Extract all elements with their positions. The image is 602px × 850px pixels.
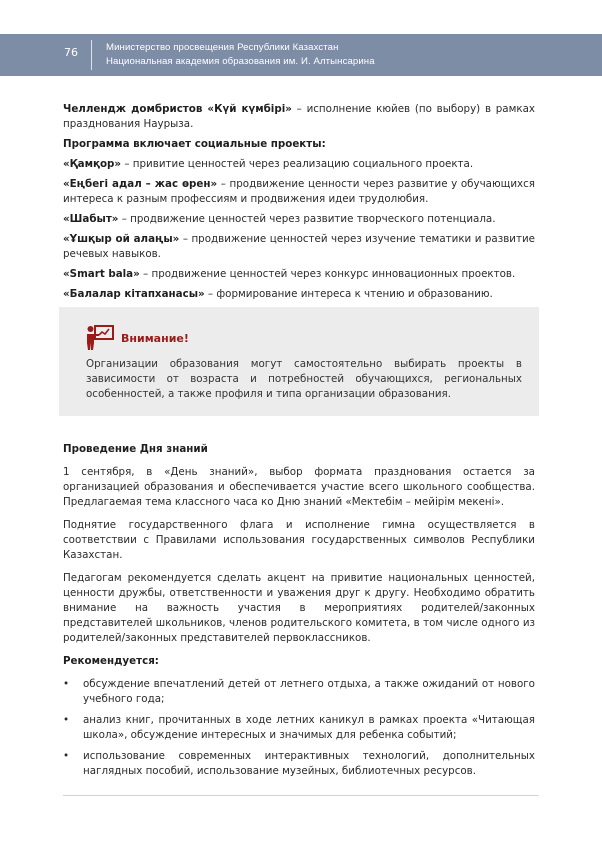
header-publisher	[106, 41, 375, 69]
project-name: «Еңбегі адал – жас өрен»	[63, 178, 218, 190]
list-item	[63, 677, 535, 707]
project-name: «Қамқор»	[63, 158, 122, 170]
recommendation-text: использование современных интерактивных технологий, дополнительных наглядных пособий, использование музейных, библиотечных ресурсов.	[83, 750, 535, 777]
footer-divider	[63, 795, 539, 796]
bullet-icon: •	[63, 678, 70, 690]
attention-title: Внимание!	[121, 331, 189, 345]
recommended-title: Рекомендуется:	[63, 655, 159, 667]
knowledge-day-paragraph: Педагогам рекомендуется сделать акцент на привитие национальных ценностей, ценности дружбы, ответственности и уважения друг к другу. Необходимо обратить внимание на важность участия в мероприятиях родителей/законных представителей школьников, членов родительского комитета, в том числе одного из родителей/законных представителей первоклассников.	[63, 572, 535, 644]
project-desc: – продвижение ценностей через конкурс инновационных проектов.	[139, 268, 516, 280]
recommendation-text: обсуждение впечатлений детей от летнего отдыха, а также ожиданий от нового учебного года;	[83, 678, 535, 705]
project-item	[63, 287, 535, 302]
knowledge-day-title: Проведение Дня знаний	[63, 443, 208, 455]
project-item	[63, 157, 535, 172]
project-item	[63, 212, 535, 227]
project-desc: – продвижение ценности через развитие у обучающихся интереса к разным профессиям и продвижения идеи трудолюбия.	[63, 178, 535, 205]
project-name: «Ұшқыр ой алаңы»	[63, 233, 180, 245]
challenge-paragraph	[63, 102, 535, 132]
project-desc: – продвижение ценностей через развитие творческого потенциала.	[118, 213, 496, 225]
attention-box	[59, 307, 539, 416]
project-desc: – привитие ценностей через реализацию социального проекта.	[121, 158, 474, 170]
bullet-icon: •	[63, 714, 70, 726]
project-name: «Smart bala»	[63, 268, 140, 280]
challenge-desc: – исполнение кюйев (по выбору) в рамках празднования Наурыза.	[63, 103, 536, 130]
header-academy: Национальная академия образования им. И. Алтынсарина	[106, 56, 375, 67]
header-ministry: Министерство просвещения Республики Казахстан	[106, 42, 339, 53]
project-item	[63, 232, 535, 262]
header-divider	[91, 40, 92, 70]
project-item	[63, 177, 535, 207]
list-item	[63, 713, 535, 743]
knowledge-day-paragraph: Поднятие государственного флага и исполнение гимна осуществляется в соответствии с Правилами использования государственных символов Республики Казахстан.	[63, 519, 535, 561]
project-desc: – формирование интереса к чтению и образованию.	[204, 288, 493, 300]
project-desc: – продвижение ценностей через изучение тематики и развитие речевых навыков.	[63, 233, 536, 260]
page-content	[63, 102, 535, 785]
project-name: «Шабыт»	[63, 213, 119, 225]
attention-text: Организации образования могут самостоятельно выбирать проекты в зависимости от возраста и потребностей обучающихся, региональных особенностей, а также профиля и типа организации образования.	[86, 358, 522, 400]
project-name: «Балалар кітапханасы»	[63, 288, 205, 300]
page-number: 76	[64, 46, 78, 59]
attention-header	[86, 325, 522, 351]
social-projects-heading: Программа включает социальные проекты:	[63, 138, 326, 150]
bullet-icon: •	[63, 750, 70, 762]
project-item	[63, 267, 535, 282]
list-item	[63, 749, 535, 779]
challenge-name: Челлендж домбристов «Күй күмбірі»	[63, 103, 292, 115]
page-header	[0, 34, 602, 76]
recommendations-list	[63, 677, 535, 779]
knowledge-day-paragraph: 1 сентября, в «День знаний», выбор формата празднования остается за организацией образования и обеспечивается участие всего школьного сообщества. Предлагаемая тема классного часа ко Дню знаний «Мектебім – мейірім мекені».	[63, 466, 535, 508]
recommendation-text: анализ книг, прочитанных в ходе летних каникул в рамках проекта «Читающая школа», обсуждение интересных и значимых для ребенка событий;	[83, 714, 535, 741]
teacher-icon	[86, 325, 114, 351]
